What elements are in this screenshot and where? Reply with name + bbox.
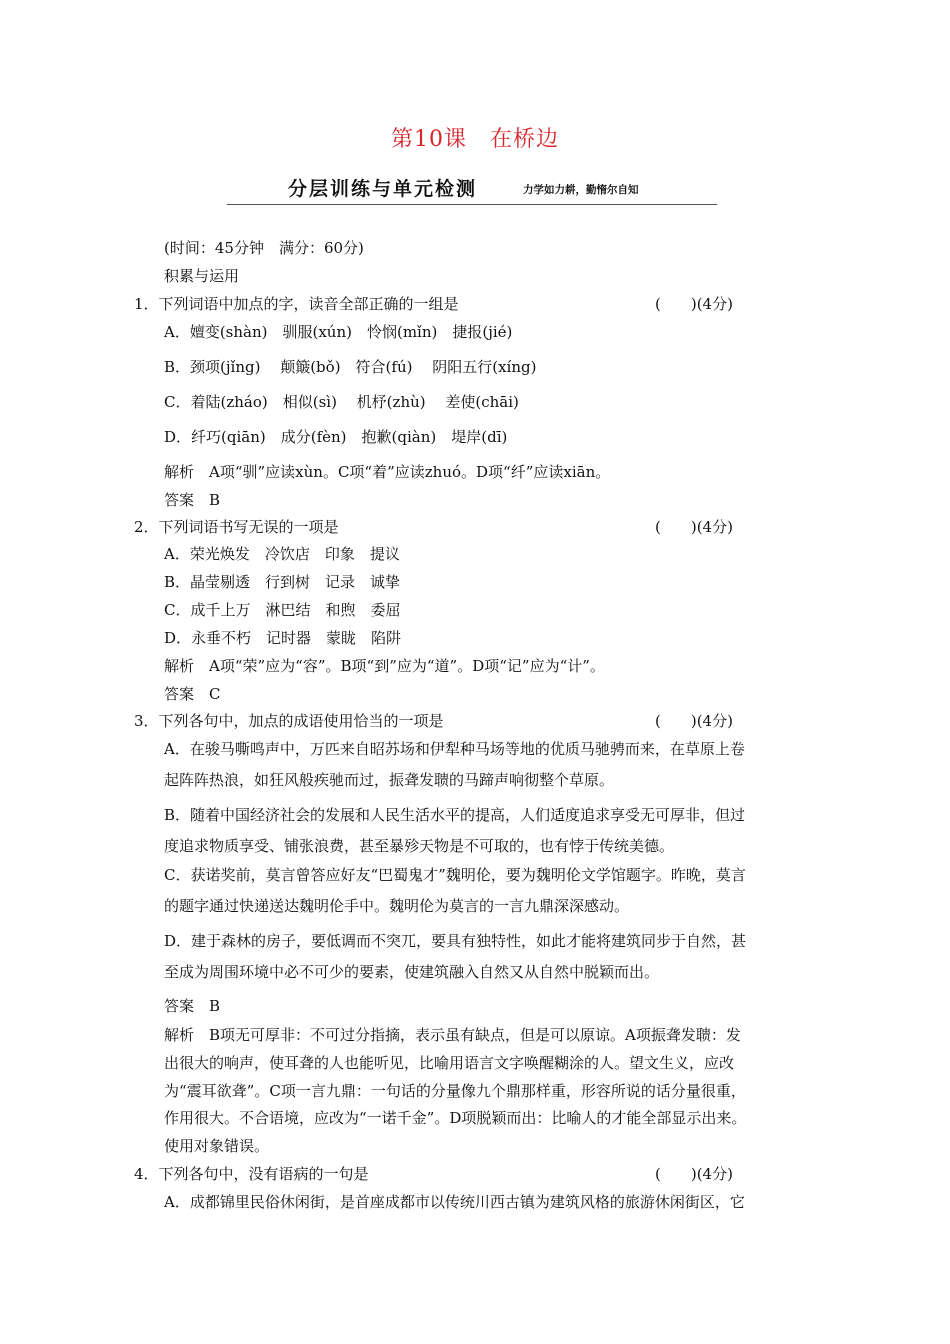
- q1-stem: 1．下列词语中加点的字，读音全部正确的一组是: [134, 295, 459, 313]
- banner-motto: 力学如力耕，勤惰尔自知: [523, 184, 639, 196]
- q2-option-a: A．荣光焕发 冷饮店 印象 提议: [164, 545, 400, 563]
- q2-score: ( )(4分): [655, 518, 733, 536]
- q1-analysis: 解析 A项“驯”应读xùn。C项“着”应读zhuó。D项“纤”应读xiān。: [164, 463, 611, 481]
- q1-option-c: C．着陆(zháo) 相似(sì) 机杼(zhù) 差使(chāi): [164, 393, 519, 411]
- q1-option-d: D．纤巧(qiān) 成分(fèn) 抱歉(qiàn) 堤岸(dī): [164, 428, 508, 446]
- time-score: (时间：45分钟 满分：60分): [164, 239, 364, 257]
- q3-option-b-line1: B．随着中国经济社会的发展和人民生活水平的提高，人们适度追求享受无可厚非，但过: [164, 806, 746, 824]
- banner-heading: 分层训练与单元检测: [288, 178, 478, 200]
- q3-option-c-line2: 的题字通过快递送达魏明伦手中。魏明伦为莫言的一言九鼎深深感动。: [164, 897, 630, 915]
- q1-score: ( )(4分): [655, 295, 733, 313]
- q3-score: ( )(4分): [655, 712, 733, 730]
- q4-stem: 4．下列各句中，没有语病的一句是: [134, 1165, 369, 1183]
- q3-option-b-line2: 度追求物质享受、铺张浪费，甚至暴殄天物是不可取的，也有悖于传统美德。: [164, 837, 675, 855]
- q2-stem: 2．下列词语书写无误的一项是: [134, 518, 339, 536]
- q2-option-d: D．永垂不朽 记时器 蒙眬 陷阱: [164, 629, 402, 647]
- q3-option-a-line1: A．在骏马嘶鸣声中，万匹来自昭苏场和伊犁种马场等地的优质马驰骋而来，在草原上卷: [164, 740, 745, 758]
- q1-answer: 答案 B: [164, 491, 221, 509]
- q1-option-b: B．颈项(jǐng) 颠簸(bǒ) 符合(fú) 阴阳五行(xíng): [164, 358, 537, 376]
- q3-option-d-line1: D．建于森林的房子，要低调而不突兀，要具有独特性，如此才能将建筑同步于自然，甚: [164, 932, 747, 950]
- q2-option-c: C．成千上万 淋巴结 和煦 委屈: [164, 601, 401, 619]
- q1-option-a: A．嬗变(shàn) 驯服(xún) 怜悯(mǐn) 捷报(jié): [164, 323, 513, 341]
- q2-answer: 答案 C: [164, 685, 221, 703]
- q3-analysis-line5: 使用对象错误。: [164, 1137, 270, 1155]
- q3-option-d-line2: 至成为周围环境中必不可少的要素，使建筑融入自然又从自然中脱颖而出。: [164, 963, 660, 981]
- q2-analysis: 解析 A项“荣”应为“容”。B项“到”应为“道”。D项“记”应为“计”。: [164, 657, 605, 675]
- page-title: 第10课 在桥边: [391, 127, 559, 152]
- q3-stem: 3．下列各句中，加点的成语使用恰当的一项是: [134, 712, 444, 730]
- q4-option-a-line1: A．成都锦里民俗休闲街，是首座成都市以传统川西古镇为建筑风格的旅游休闲街区，它: [164, 1193, 745, 1211]
- q2-option-b: B．晶莹剔透 行到树 记录 诚挚: [164, 573, 401, 591]
- q3-option-a-line2: 起阵阵热浪，如狂风般疾驰而过，振聋发聩的马蹄声响彻整个草原。: [164, 771, 615, 789]
- q3-analysis-line2: 出很大的响声，使耳聋的人也能听见，比喻用语言文字唤醒糊涂的人。望文生义，应改: [164, 1054, 735, 1072]
- q3-option-c-line1: C．获诺奖前，莫言曾答应好友“巴蜀鬼才”魏明伦，要为魏明伦文学馆题字。昨晚，莫言: [164, 866, 746, 884]
- section-heading: 积累与运用: [164, 267, 240, 285]
- q3-answer: 答案 B: [164, 997, 221, 1015]
- q3-analysis-line3: 为“震耳欲聋”。C项一言九鼎：一句话的分量像九个鼎那样重，形容所说的话分量很重，: [164, 1082, 746, 1100]
- q3-analysis-line1: 解析 B项无可厚非：不可过分指摘，表示虽有缺点，但是可以原谅。A项振聋发聩：发: [164, 1026, 741, 1044]
- q3-analysis-line4: 作用很大。不合语境，应改为“一诺千金”。D项脱颖而出：比喻人的才能全部显示出来。: [164, 1109, 747, 1127]
- q4-score: ( )(4分): [655, 1165, 733, 1183]
- banner-rule: [227, 204, 717, 205]
